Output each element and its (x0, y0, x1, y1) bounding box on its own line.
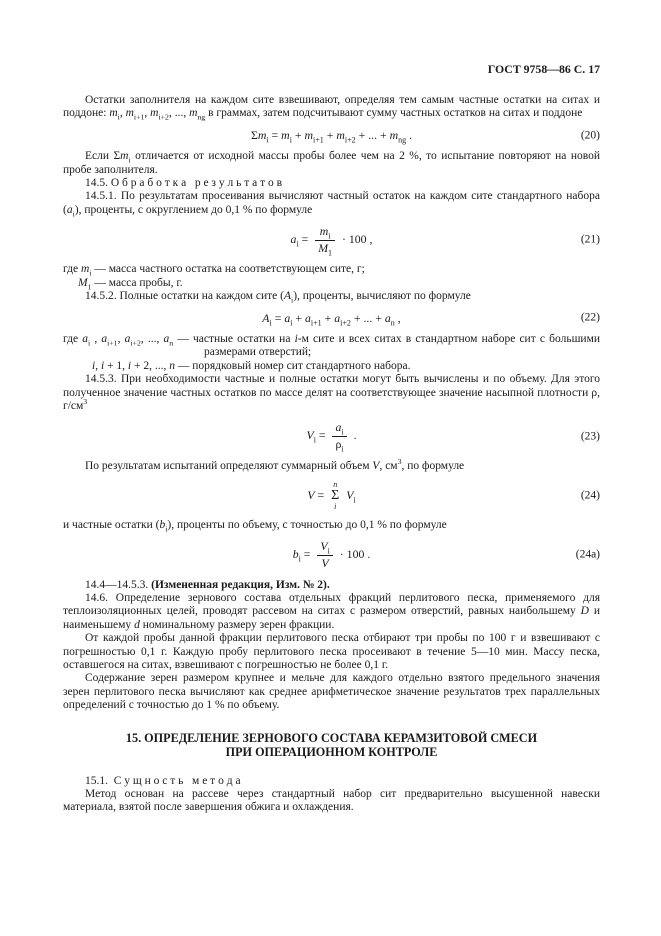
paragraph-retest: Если $\Sigma m_i$ отличается от исходной массы пробы более чем на 2 %, то испытание повторяют на новой пробе заполнителя. (63, 150, 600, 176)
formula-24 (63, 481, 600, 511)
page-header: ГОСТ 9758—86 С. 17 (487, 62, 600, 76)
section-15-heading: 15. ОПРЕДЕЛЕНИЕ ЗЕРНОВОГО СОСТАВА КЕРАМЗИТОВОЙ СМЕСИ ПРИ ОПЕРАЦИОННОМ КОНТРОЛЕ (125, 730, 538, 760)
paragraph-intro: Остатки заполнителя на каждом сите взвешивают, определяя тем самым частные остатки на ситах и поддоне: $m_i$, $m_{i+1}$, $m_{i+2}$, ..., $m_{ng}$ в граммах, затем подсчитывают сумму частных остатков на ситах и поддоне (63, 94, 600, 122)
definition-i-n: i, i + 1, i + 2, ..., n — порядковый номер сит стандартного набора. (92, 359, 411, 372)
formula-number: (24) (580, 489, 600, 502)
formula-22 (63, 312, 600, 325)
paragraph-sampling: От каждой пробы данной фракции перлитового песка отбирают три пробы по 100 г и взвешивают с погрешностью 0,1 г. Каждую пробу перлитового песка просеивают в течение 5—10 мин. Массу песка, оставшегося на ситах, взвешивают с погрешностью не более 0,1 г. (63, 632, 600, 671)
formula-number: (24а) (575, 548, 600, 561)
paragraph-14-5-1: 14.5.1. По результатам просеивания вычисляют частный остаток на каждом сите стандартного набора $(a_i)$, проценты, с округлением до 0,1 % по формуле (63, 190, 600, 219)
formula-21 (63, 224, 600, 258)
formula-body: $b_i$ = $\frac{V_i}{V}$ · 100 . (292, 539, 371, 570)
heading-15-1: 15.1. С у щ н о с т ь м е т о д а (85, 774, 241, 787)
formula-number: (22) (580, 311, 600, 324)
formula-body: $V_i$ = $\frac{a_i}{\rho_i}$ . (306, 420, 357, 454)
formula-number: (20) (580, 128, 600, 141)
heading-14-5: 14.5. О б р а б о т к а р е з у л ь т а т о в (85, 177, 283, 190)
formula-body: $A_i = a_i + a_{i+1} + a_{i+2}$ + ... + $a_n$ , (262, 310, 401, 327)
paragraph-total-volume: По результатам испытаний определяют суммарный объем V, $см^3$, по формуле (85, 456, 465, 472)
paragraph-content-grains: Содержание зерен размером крупнее и мельче для каждого отдельно взятого предельного значения зерен перлитового песка вычисляют как среднее арифметическое значение результатов трех параллельных определений с точностью до 1 % по объему. (63, 672, 600, 712)
paragraph-method: Метод основан на рассеве через стандартный набор сит предварительно высушенной навески материала, взятой после завершения обжига и охлаждения. (63, 787, 600, 814)
paragraph-14-5-2: 14.5.2. Полные остатки на каждом сите $(A_i)$, проценты, вычисляют по формуле (85, 290, 471, 305)
document-body (63, 94, 600, 815)
formula-body: $\Sigma m_i = m_i + m_{i+1} + m_{i+2}$ + ... + $m_{ng}$ . (250, 127, 413, 145)
amendment-note: 14.4—14.5.3. (Измененная редакция, Изм. № 2). (85, 578, 330, 591)
definition-a: где $a_i$ , $a_{i+1}$, $a_{i+2}$, ..., $a_n$ — частные остатки на i-м сите и всех ситах в стандартном наборе сит с большими размерами отверстий; (63, 333, 601, 359)
formula-20 (63, 127, 600, 145)
formula-body: $a_i$ = $\frac{m_i}{M_1}$ · 100 , (290, 224, 373, 258)
formula-number: (23) (580, 429, 600, 442)
formula-23 (63, 420, 600, 454)
formula-24a (63, 540, 600, 570)
formula-number: (21) (580, 233, 600, 246)
paragraph-bi: и частные остатки $(b_i)$, проценты по объему, с точностью до 0,1 % по формуле (63, 518, 447, 534)
page-content (63, 62, 600, 815)
definition-M1: $M_1$ — масса пробы, г. (78, 276, 183, 292)
definition-m: где $m_i$ — масса частного остатка на соответствующем сите, г; (63, 263, 365, 278)
paragraph-14-6: 14.6. Определение зернового состава отдельных фракций перлитового песка, применяемого для теплоизоляционных целей, проводят рассевом на ситах с размером отверстий, равных наибольшему D и наименьшему d номинальному размеру зерен фракции. (63, 591, 601, 631)
paragraph-14-5-3: 14.5.3. При необходимости частные и полные остатки могут быть вычислены и по объему. Для этого полученное значение частных остатков по массе делят на соответствующее значение насыпной плотности ρ, $г/см^3$ (63, 373, 600, 413)
formula-body: V = n Σ i $V_i$ (307, 479, 356, 511)
